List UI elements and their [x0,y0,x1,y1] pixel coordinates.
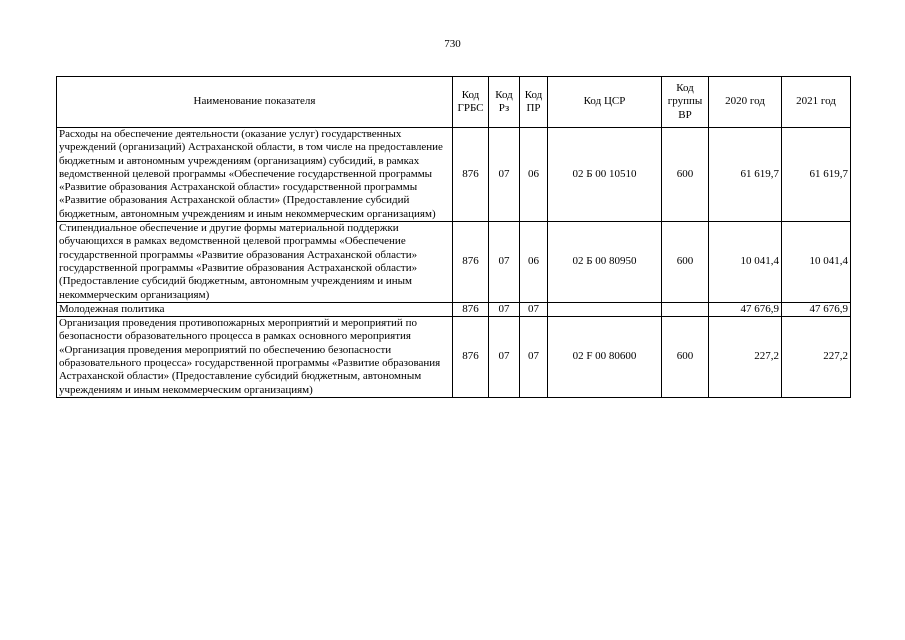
table-header-row [57,77,851,128]
row-pr: 06 [520,128,548,222]
header-rz: Код Рз [489,77,520,128]
row-grbs: 876 [453,128,489,222]
row-csr: 02 F 00 80600 [548,317,662,398]
row-vr: 600 [662,128,709,222]
row-name: Организация проведения противопожарных мероприятий и мероприятий по безопасности образовательного процесса в рамках основного мероприятия «Организация проведения мероприятий по обеспечению безопасности образовательного процесса» государственной программы «Развитие образования Астраханской области» (Предоставление субсидий бюджетным, автономным учреждениям и иным некоммерческим организациям) [57,317,453,398]
row-2020: 10 041,4 [709,222,782,303]
header-pr: Код ПР [520,77,548,128]
row-name: Расходы на обеспечение деятельности (оказание услуг) государственных учреждений (организаций) Астраханской области, в том числе на предоставление бюджетным и автономным учреждениям (организациям) субсидий, в рамках ведомственной целевой программы «Обеспечение государственной программы «Развитие образования Астраханской области» государственной программы «Развитие образования Астраханской области» (Предоставление субсидий бюджетным, автономным учреждениям и иным некоммерческим организациям) [57,128,453,222]
table-row [57,317,851,398]
header-2021: 2021 год [782,77,851,128]
row-pr: 07 [520,302,548,316]
row-2021: 47 676,9 [782,302,851,316]
row-2020: 61 619,7 [709,128,782,222]
row-name: Стипендиальное обеспечение и другие формы материальной поддержки обучающихся в рамках ведомственной целевой программы «Обеспечение государственной программы «Развитие образования Астраханской области» государственной программы «Развитие образования Астраханской области» (Предоставление субсидий бюджетным, автономным учреждениям и иным некоммерческим организациям) [57,222,453,303]
header-2020: 2020 год [709,77,782,128]
header-grbs: Код ГРБС [453,77,489,128]
header-name: Наименование показателя [57,77,453,128]
row-rz: 07 [489,302,520,316]
row-grbs: 876 [453,317,489,398]
row-2021: 10 041,4 [782,222,851,303]
row-rz: 07 [489,317,520,398]
row-2021: 61 619,7 [782,128,851,222]
row-2020: 47 676,9 [709,302,782,316]
row-2021: 227,2 [782,317,851,398]
row-rz: 07 [489,222,520,303]
row-2020: 227,2 [709,317,782,398]
row-grbs: 876 [453,222,489,303]
header-csr: Код ЦСР [548,77,662,128]
row-pr: 06 [520,222,548,303]
row-csr: 02 Б 00 80950 [548,222,662,303]
row-pr: 07 [520,317,548,398]
row-name: Молодежная политика [57,302,453,316]
page-number: 730 [444,38,461,50]
row-vr [662,302,709,316]
row-grbs: 876 [453,302,489,316]
header-vr: Код группы ВР [662,77,709,128]
table-row [57,222,851,303]
table-row [57,128,851,222]
table-row [57,302,851,316]
budget-table [56,76,851,398]
row-vr: 600 [662,222,709,303]
row-rz: 07 [489,128,520,222]
row-csr: 02 Б 00 10510 [548,128,662,222]
row-csr [548,302,662,316]
row-vr: 600 [662,317,709,398]
